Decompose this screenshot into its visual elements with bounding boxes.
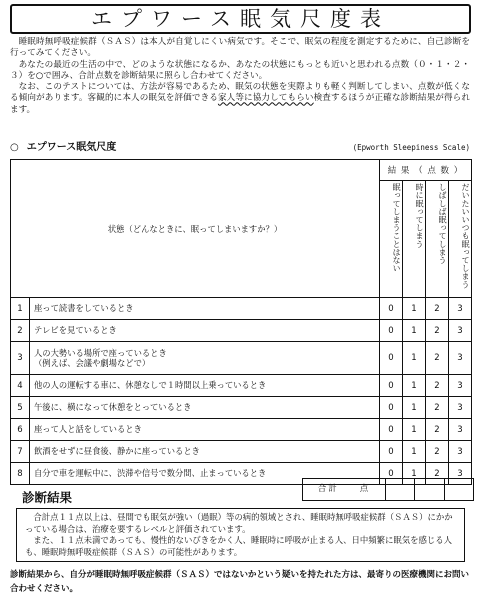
situation-text: 午後に、横になって休憩をとっているとき [30,397,380,419]
footer-note: 診断結果から、自分が睡眠時無呼吸症候群（ＳＡＳ）ではないかという疑いを持たれた方は、最寄りの医療機関にお問い合わせください。 [10,570,470,594]
table-row [11,441,472,463]
intro-paragraph-1: 睡眠時無呼吸症候群（ＳＡＳ）は本人が自覚しにくい病気です。そこで、眠気の程度を測定するために、自己診断を行ってみてください。 [10,37,470,59]
score-option-2[interactable]: 2 [426,298,449,320]
score-option-2[interactable]: 2 [426,463,449,485]
intro-paragraph-3-a: なお、このテストについては、方法が容易であるため、眠気の状態を実際よりも軽く判断してしまい、点数が低くなる傾向があります。客観的に本人の眠気を評価できる [10,82,470,104]
score-option-3[interactable]: 3 [449,375,472,397]
row-number: 7 [11,441,30,463]
score-option-3[interactable]: 3 [449,342,472,375]
section-title: エプワース眠気尺度 [26,142,117,153]
intro-text [10,37,470,116]
row-number: 3 [11,342,30,375]
situation-text: 座って読書をしているとき [30,298,380,320]
row-number: 6 [11,419,30,441]
score-option-0[interactable]: 0 [380,419,403,441]
score-option-3[interactable]: 3 [449,397,472,419]
score-option-0[interactable]: 0 [380,320,403,342]
score-header-0: 眠ってしまうことはない [380,181,403,298]
score-option-1[interactable]: 1 [403,397,426,419]
circle-bullet-icon: ○ [10,142,19,153]
table-row [11,298,472,320]
score-option-3[interactable]: 3 [449,298,472,320]
situation-text: 飲酒をせずに昼食後、静かに座っているとき [30,441,380,463]
score-option-2[interactable]: 2 [426,419,449,441]
table-row [11,397,472,419]
score-option-0[interactable]: 0 [380,441,403,463]
result-column-header: 結 果 （ 点 数 ） [380,160,472,181]
table-row [11,375,472,397]
score-option-2[interactable]: 2 [426,397,449,419]
score-header-2: しばしば眠ってしまう [426,181,449,298]
page-title: エプワース眠気尺度表 [10,4,471,34]
score-option-1[interactable]: 1 [403,441,426,463]
row-number: 2 [11,320,30,342]
total-score-row [302,478,474,501]
section-subtitle-english: (Epworth Sleepiness Scale) [352,143,470,152]
score-option-3[interactable]: 3 [449,441,472,463]
intro-emphasis: 家人等に協力してもらい [217,93,314,104]
situation-text: 人の大勢いる場所で座っているとき （例えば、会議や劇場などで） [30,342,380,375]
table-row [11,419,472,441]
score-option-2[interactable]: 2 [426,320,449,342]
score-option-2[interactable]: 2 [426,375,449,397]
section-heading [10,140,472,156]
total-score-box-3[interactable] [445,479,473,500]
score-option-0[interactable]: 0 [380,397,403,419]
diagnosis-title: 診断結果 [22,490,73,505]
row-number: 8 [11,463,30,485]
diagnosis-box [16,508,465,562]
score-option-0[interactable]: 0 [380,375,403,397]
situation-column-header: 状態（どんなときに、眠ってしまいますか？） [11,160,380,298]
score-option-0[interactable]: 0 [380,342,403,375]
score-option-0[interactable]: 0 [380,463,403,485]
score-option-1[interactable]: 1 [403,463,426,485]
score-option-3[interactable]: 3 [449,463,472,485]
score-option-2[interactable]: 2 [426,342,449,375]
intro-paragraph-2: あなたの最近の生活の中で、どのような状態になるか、あなたの状態にもっとも近いと思われる点数（０・１・２・３）を○で囲み、合計点数を診断結果に照らし合わせてください。 [10,59,470,81]
total-score-box-2[interactable] [415,479,444,500]
intro-paragraph-3 [10,82,470,116]
total-score-box-1[interactable] [386,479,415,500]
score-option-1[interactable]: 1 [403,419,426,441]
score-option-0[interactable]: 0 [380,298,403,320]
score-option-1[interactable]: 1 [403,375,426,397]
intro-paragraph-3-c: 検査するほうが正確な診断結果が得られます。 [10,93,470,115]
table-header-row-1 [11,160,472,181]
situation-text: 自分で車を運転中に、渋滞や信号で数分間、止まっているとき [30,463,380,485]
table-row [11,342,472,375]
situation-text: テレビを見ているとき [30,320,380,342]
row-number: 5 [11,397,30,419]
situation-text: 座って人と話をしているとき [30,419,380,441]
total-score-label: 合計 点 [303,479,386,500]
diagnosis-paragraph-2: また、１１点未満であっても、慢性的ないびきをかく人、睡眠時に呼吸が止まる人、日中頻繁に眠気を感じる人も、睡眠時無呼吸症候群（ＳＡＳ）の可能性があります。 [25,535,453,557]
score-option-3[interactable]: 3 [449,320,472,342]
row-number: 1 [11,298,30,320]
score-option-1[interactable]: 1 [403,320,426,342]
diagnosis-paragraph-1: 合計点１１点以上は、昼間でも眠気が強い（過眠）等の病的領域とされ、睡眠時無呼吸症候群（ＳＡＳ）にかかっている場合は、治療を要するレベルと評価されています。 [25,512,453,534]
epworth-scale-table [10,159,472,485]
score-header-3: だいたいいつも眠ってしまう [449,181,472,298]
row-number: 4 [11,375,30,397]
score-option-3[interactable]: 3 [449,419,472,441]
score-header-1: 時に眠ってしまう [403,181,426,298]
score-option-1[interactable]: 1 [403,298,426,320]
table-row [11,320,472,342]
situation-text: 他の人の運転する車に、休憩なしで１時間以上乗っているとき [30,375,380,397]
score-option-1[interactable]: 1 [403,342,426,375]
score-option-2[interactable]: 2 [426,441,449,463]
